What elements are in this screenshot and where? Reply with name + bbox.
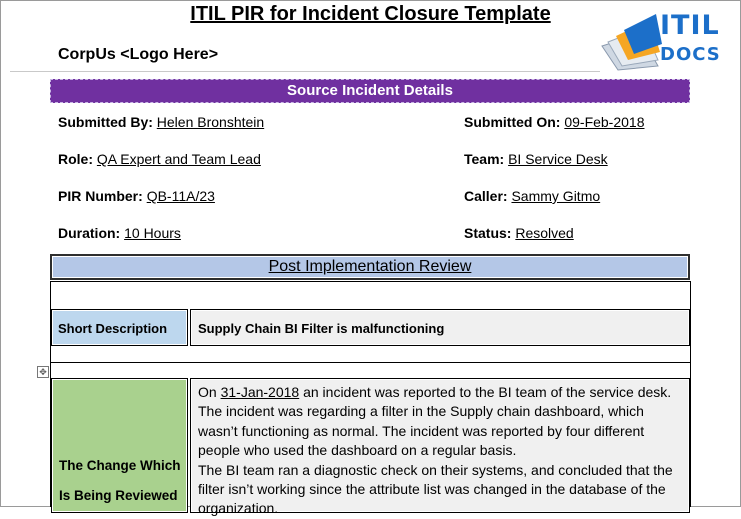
change-text-1: an incident was reported to the BI team of the service desk. The incident was regarding a filter in the Supply chain dashboard, which wasn’t functioning as normal. The incident was reported by four different people who used the dashboard on a regular basis. <box>198 384 672 459</box>
company-logo-placeholder: CorpUs <Logo Here> <box>58 46 219 63</box>
field-label: PIR Number: <box>58 188 143 204</box>
change-reviewed-text[interactable] <box>190 378 690 517</box>
role-value[interactable]: QA Expert and Team Lead <box>96 151 261 167</box>
header-divider <box>10 71 600 72</box>
short-description-label: Short Description <box>51 309 188 346</box>
caller-field <box>464 188 600 204</box>
table-border-right <box>690 281 691 507</box>
field-label: Submitted On: <box>464 114 561 130</box>
short-description-value[interactable]: Supply Chain BI Filter is malfunctioning <box>190 309 690 346</box>
caller-value[interactable]: Sammy Gitmo <box>511 188 601 204</box>
change-label-line1: The Change Which <box>59 458 181 473</box>
change-reviewed-label <box>51 378 188 513</box>
duration-value[interactable]: 10 Hours <box>124 225 181 241</box>
field-label: Submitted By: <box>58 114 153 130</box>
team-value[interactable]: BI Service Desk <box>508 151 608 167</box>
source-incident-heading: Source Incident Details <box>50 79 690 103</box>
table-move-handle-icon[interactable]: ✥ <box>37 366 49 378</box>
field-label: Duration: <box>58 225 121 241</box>
field-label: Role: <box>58 151 93 167</box>
pir-heading <box>50 254 690 280</box>
duration-field <box>58 225 181 241</box>
change-date: 31-Jan-2018 <box>220 384 300 400</box>
logo-text-itil: ITIL <box>660 10 720 41</box>
submitted-by-value[interactable]: Helen Bronshtein <box>156 114 265 130</box>
change-label-line2: Is Being Reviewed <box>59 488 178 503</box>
change-pre-date: On <box>198 384 221 400</box>
field-label: Caller: <box>464 188 508 204</box>
pir-heading-text: Post Implementation Review <box>268 258 472 275</box>
status-field <box>464 225 574 241</box>
submitted-on-value[interactable]: 09-Feb-2018 <box>564 114 645 130</box>
document-title: ITIL PIR for Incident Closure Template <box>190 3 551 25</box>
pir-number-value[interactable]: QB-11A/23 <box>146 188 215 204</box>
table-border-top <box>50 281 691 282</box>
table-row-divider <box>50 362 691 363</box>
submitted-on-field <box>464 114 645 130</box>
role-field <box>58 151 261 167</box>
change-paragraph-2: The BI team ran a diagnostic check on their systems, and concluded that the filter isn’t working since the attribute list was changed in the database of the organization. <box>198 461 673 517</box>
team-field <box>464 151 608 167</box>
submitted-by-field <box>58 114 264 130</box>
field-label: Status: <box>464 225 512 241</box>
logo-text-docs: DOCS <box>660 44 721 65</box>
pir-number-field <box>58 188 215 204</box>
field-label: Team: <box>464 151 505 167</box>
status-value[interactable]: Resolved <box>515 225 574 241</box>
change-paragraph-1 <box>198 383 683 461</box>
